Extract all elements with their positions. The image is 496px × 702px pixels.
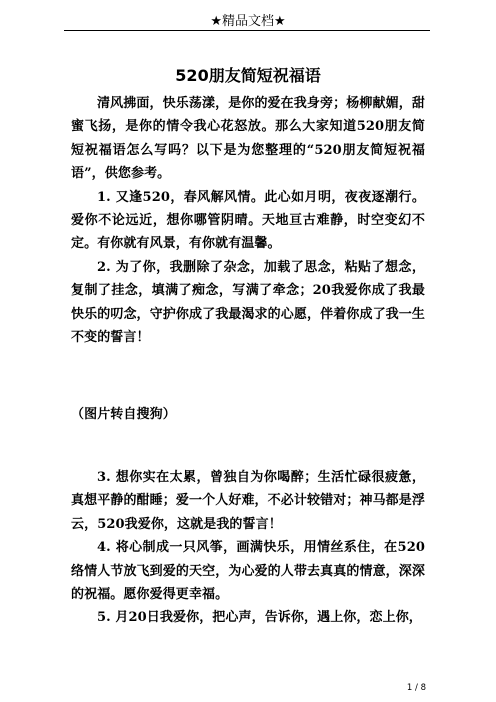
document-title: 520朋友简短祝福语	[175, 66, 321, 85]
body-block-3	[71, 466, 425, 630]
paragraph-5: 5. 月20日我爱你，把心声，告诉你，遇上你，恋上你，	[97, 610, 422, 626]
paragraph-2: 2. 为了你，我删除了杂念，加载了思念，粘贴了想念，复制了挂念，填满了痴念，写满了牵念；20我爱你成了我最快乐的叨念，守护你成了我最渴求的心愿，伴着你成了我一生不变的誓言！	[71, 259, 425, 346]
page-number: 1 / 8	[406, 683, 426, 693]
page-header: ★精品文档★	[210, 14, 286, 29]
paragraph-3: 3. 想你实在太累，曾独自为你喝醉；生活忙碌很疲惫，真想平静的酣睡；爱一个人好难，不必计较错对；神马都是浮云，520我爱你，这就是我的誓言！	[71, 470, 425, 532]
paragraph-intro: 清风拂面，快乐荡漾，是你的爱在我身旁；杨柳献媚，甜蜜飞扬，是你的情令我心花怒放。那么大家知道520朋友简短祝福语怎么写吗？以下是为您整理的“520朋友简短祝福语”，供您参考。	[71, 96, 425, 182]
image-source-note: （图片转自搜狗）	[71, 407, 176, 422]
body-block-2	[71, 403, 425, 426]
paragraph-1: 1. 又逢520，春风解风情。此心如月明，夜夜逐潮行。爱你不论远近，想你哪管阴晴。天地亘古难静，时空变幻不定。有你就有风景，有你就有温馨。	[71, 189, 425, 252]
body-block-1	[71, 92, 425, 349]
header-rule	[64, 30, 430, 31]
paragraph-4: 4. 将心制成一只风筝，画满快乐，用情丝系住，在520络情人节放飞到爱的天空，为心爱的人带去真真的情意，深深的祝福。愿你爱得更幸福。	[71, 540, 425, 603]
